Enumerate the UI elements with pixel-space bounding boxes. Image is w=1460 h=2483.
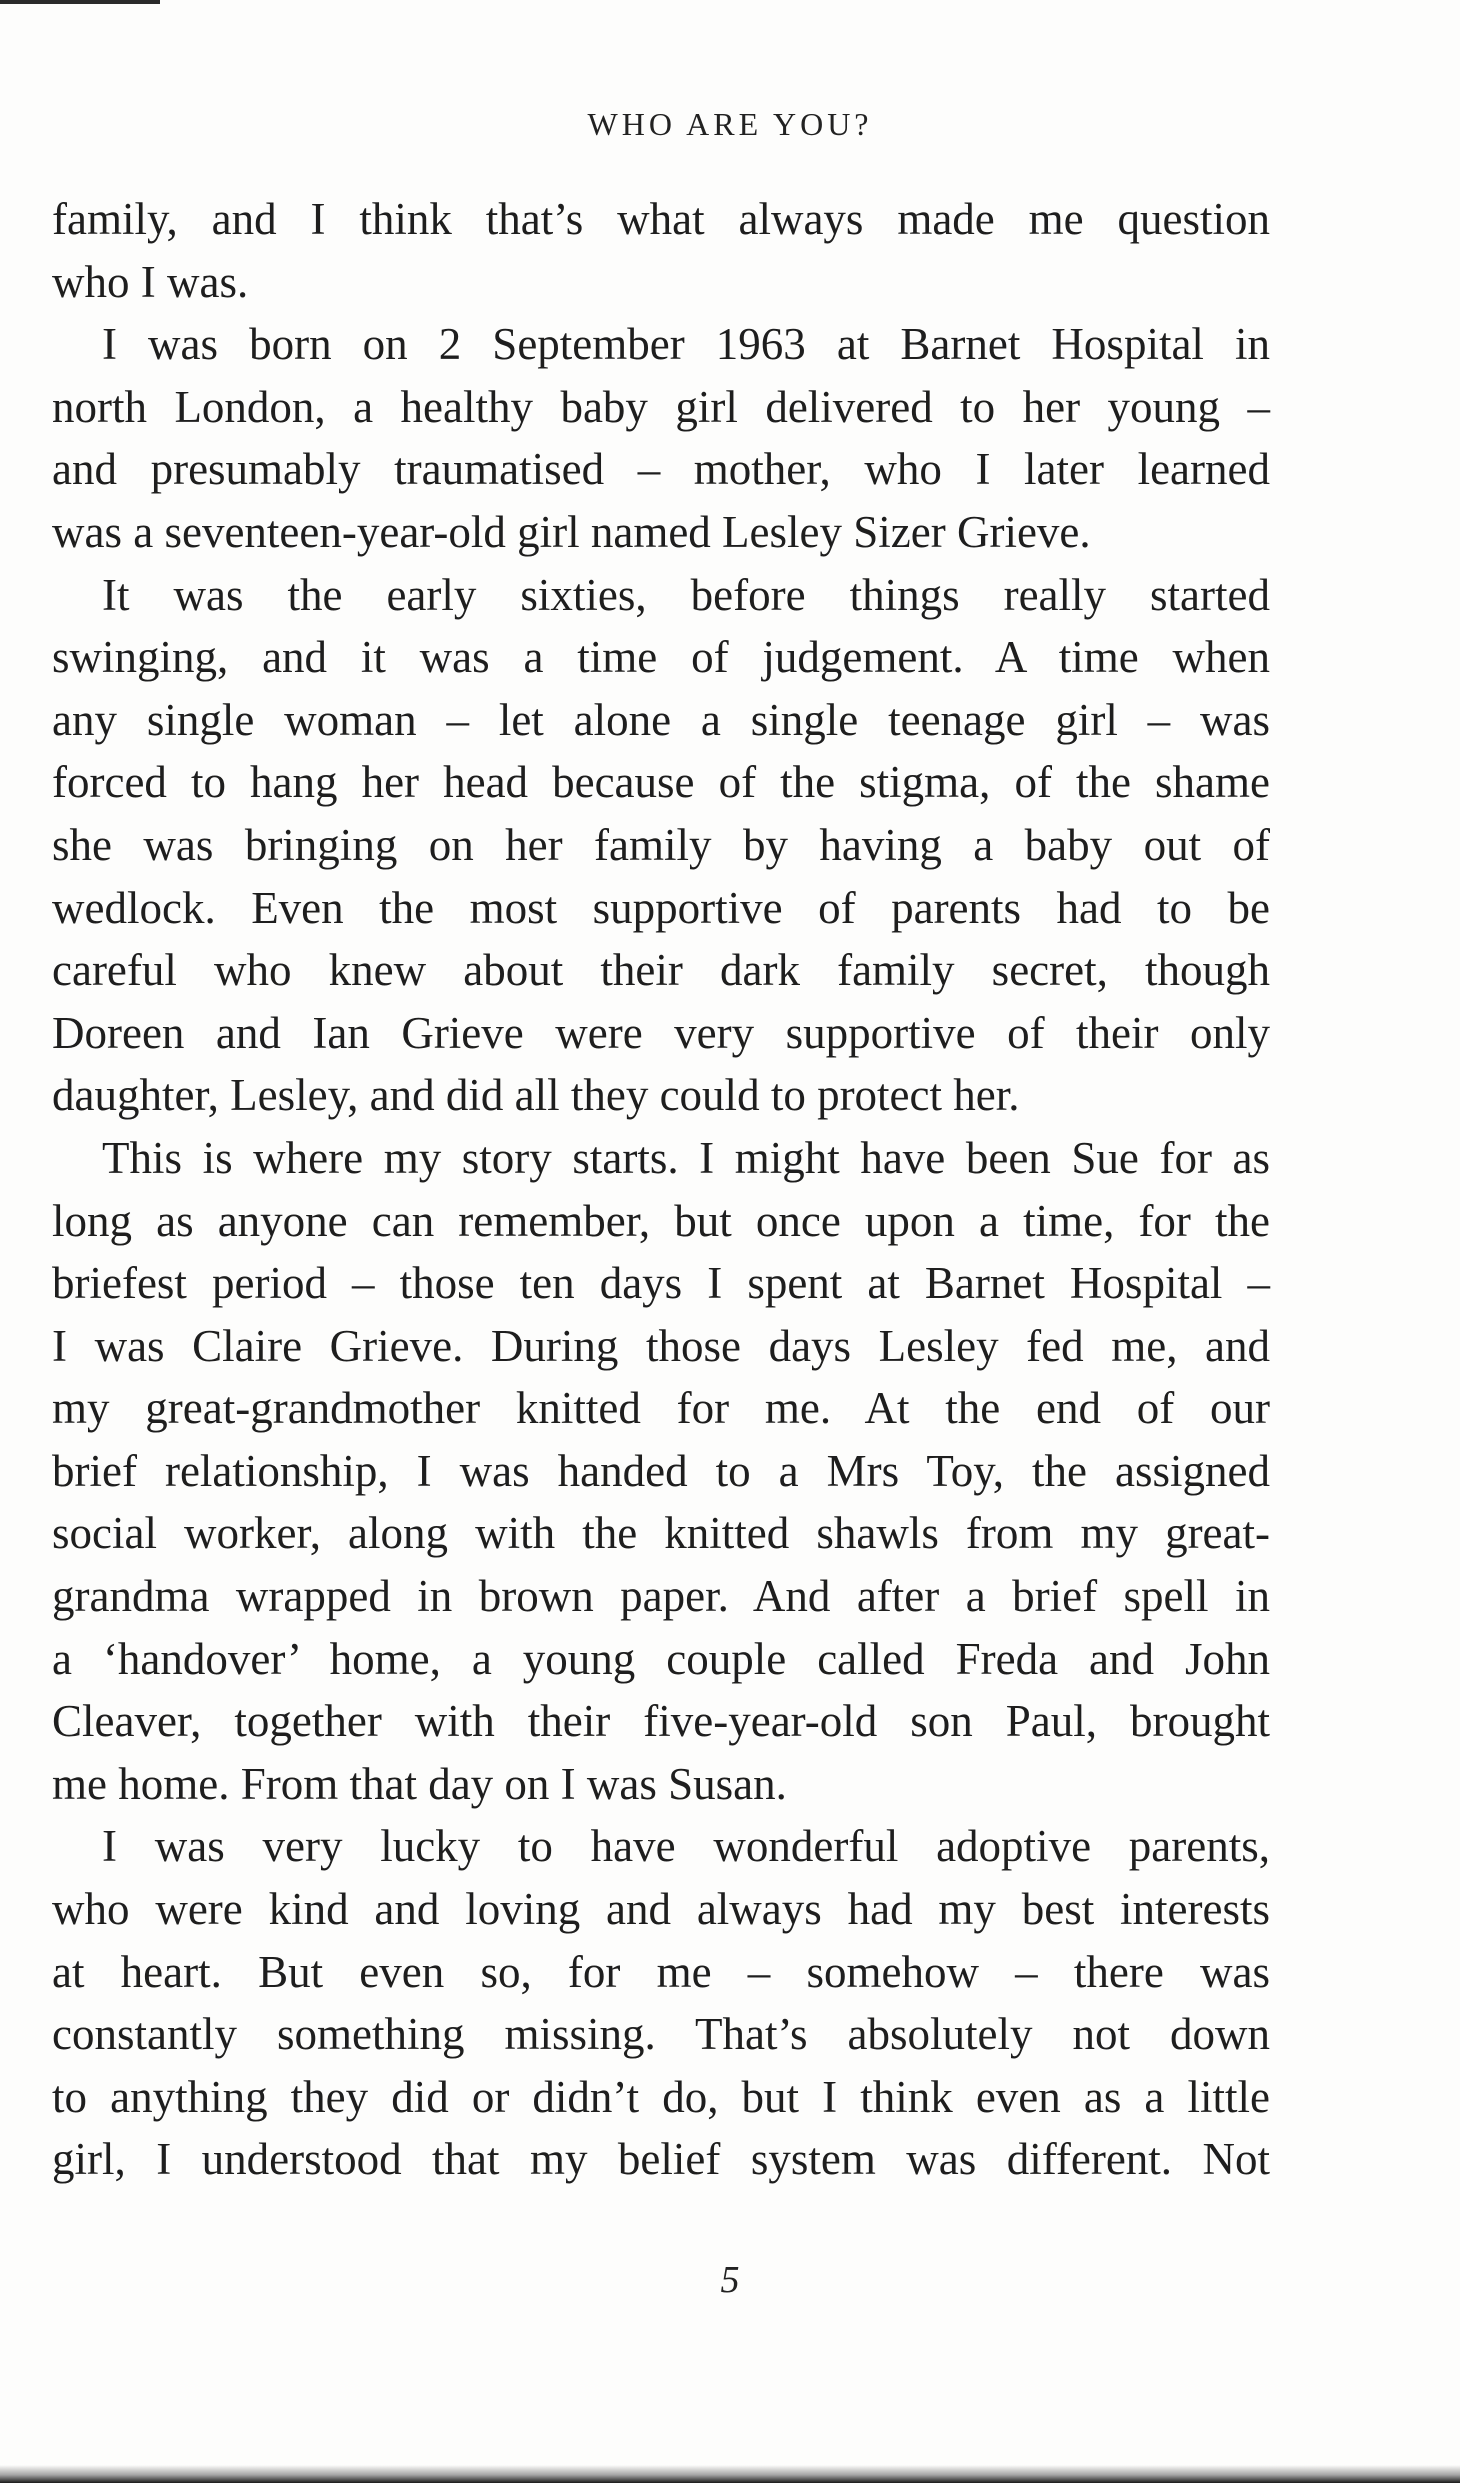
text-line: constantly something missing. That’s absolutely not down	[52, 2009, 1270, 2060]
paragraph	[52, 188, 1270, 313]
text-line: Doreen and Ian Grieve were very supportive of their only	[52, 1007, 1270, 1058]
text-line: family, and I think that’s what always made me question	[52, 194, 1270, 244]
text-line: was a seventeen-year-old girl named Lesley Sizer Grieve.	[52, 506, 1091, 557]
page-number: 5	[720, 2259, 740, 2301]
text-line: who were kind and loving and always had my best interests	[52, 1884, 1270, 1935]
page-edge-shadow	[0, 2465, 1460, 2483]
text-line: brief relationship, I was handed to a Mrs Toy, the assigned	[52, 1445, 1270, 1496]
text-line: It was the early sixties, before things really started	[102, 569, 1270, 620]
text-line: briefest period – those ten days I spent at Barnet Hospital –	[52, 1258, 1270, 1309]
text-line: social worker, along with the knitted shawls from my great-	[52, 1508, 1270, 1559]
text-line: she was bringing on her family by having a baby out of	[52, 819, 1270, 870]
paragraph	[52, 313, 1270, 563]
text-line: me home. From that day on I was Susan.	[52, 1758, 787, 1809]
top-edge-rule	[0, 0, 160, 4]
paragraph	[52, 564, 1270, 1127]
paragraph	[52, 1815, 1270, 2191]
paragraph	[52, 1127, 1270, 1816]
text-line: to anything they did or didn’t do, but I think even as a little	[52, 2071, 1270, 2122]
text-line: at heart. But even so, for me – somehow – there was	[52, 1946, 1270, 1997]
text-line: This is where my story starts. I might have been Sue for as	[102, 1132, 1270, 1183]
text-line: my great-grandmother knitted for me. At the end of our	[52, 1383, 1270, 1434]
text-line: girl, I understood that my belief system was different. Not	[52, 2134, 1270, 2185]
running-head: WHO ARE YOU?	[587, 106, 873, 142]
text-line: north London, a healthy baby girl delivered to her young –	[52, 381, 1270, 432]
text-line: careful who knew about their dark family secret, though	[52, 945, 1270, 996]
text-line: wedlock. Even the most supportive of parents had to be	[52, 882, 1270, 933]
text-line: long as anyone can remember, but once upon a time, for the	[52, 1195, 1270, 1246]
text-line: I was Claire Grieve. During those days Lesley fed me, and	[52, 1320, 1270, 1371]
text-line: Cleaver, together with their five-year-old son Paul, brought	[52, 1696, 1270, 1747]
text-line: who I was.	[52, 256, 249, 307]
text-line: and presumably traumatised – mother, who I later learned	[52, 444, 1270, 495]
text-line: forced to hang her head because of the stigma, of the shame	[52, 757, 1270, 808]
text-line: I was very lucky to have wonderful adoptive parents,	[102, 1821, 1270, 1872]
text-line: any single woman – let alone a single teenage girl – was	[52, 694, 1270, 745]
text-line: daughter, Lesley, and did all they could to protect her.	[52, 1070, 1020, 1121]
text-line: grandma wrapped in brown paper. And after a brief spell in	[52, 1571, 1270, 1622]
text-line: I was born on 2 September 1963 at Barnet Hospital in	[102, 319, 1270, 370]
text-line: swinging, and it was a time of judgement. A time when	[52, 632, 1270, 683]
body-text	[52, 188, 1270, 2191]
text-line: a ‘handover’ home, a young couple called Freda and John	[52, 1633, 1270, 1684]
